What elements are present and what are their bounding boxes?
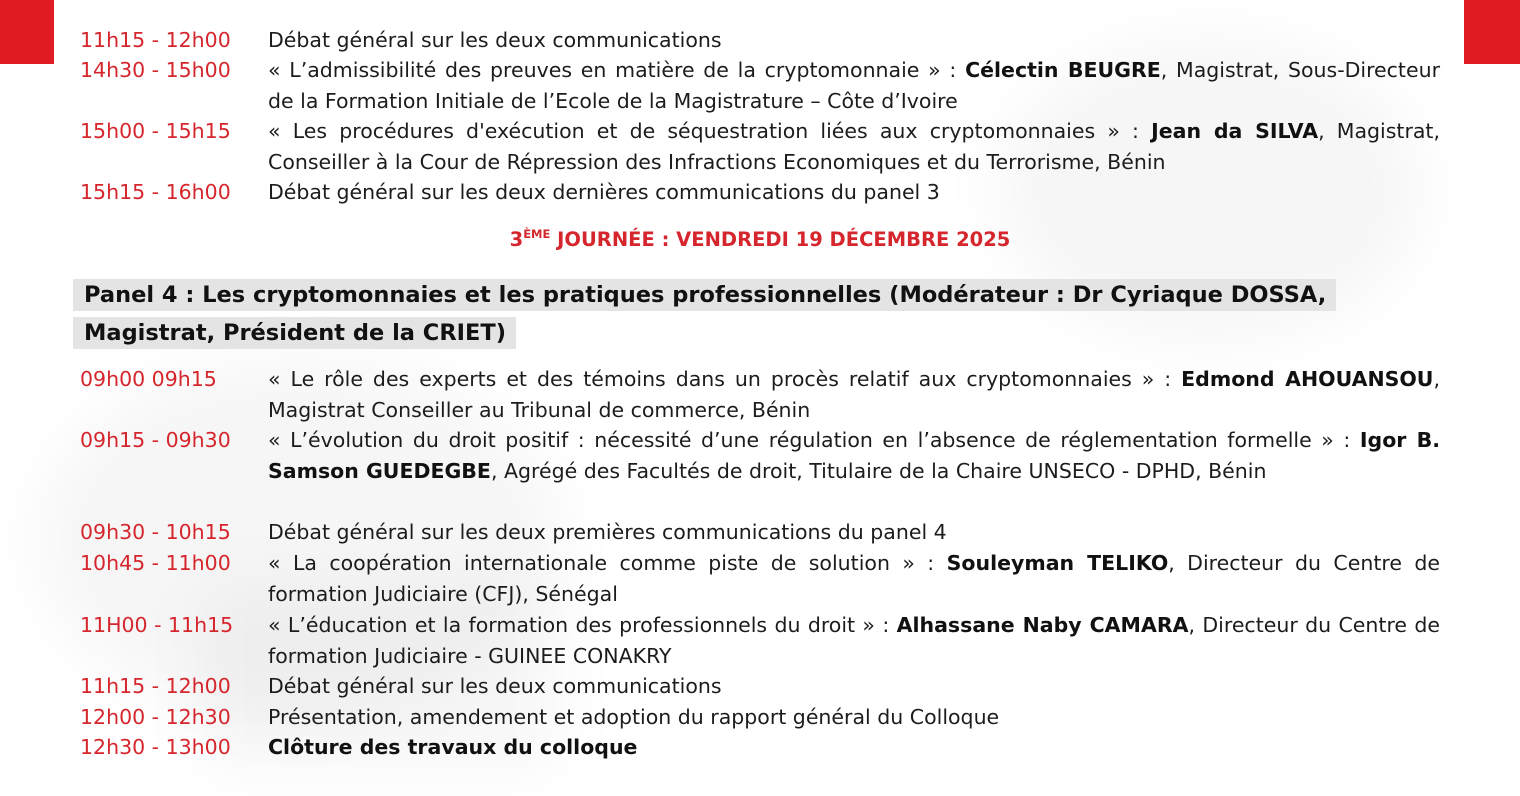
session-description: « Les procédures d'exécution et de séquestration liées aux cryptomonnaies » : Jean da SILVA, Magistrat, Conseiller à la Cour de Répression des Infractions Economiques et du Terrorisme, Bénin: [268, 119, 1440, 174]
time-slot: 09h00 09h15: [80, 367, 217, 391]
session-description: Débat général sur les deux premières communications du panel 4: [268, 520, 947, 544]
session-description: Débat général sur les deux dernières communications du panel 3: [268, 180, 940, 204]
session-description: « L’éducation et la formation des professionnels du droit » : Alhassane Naby CAMARA, Directeur du Centre de formation Judiciaire - GUINEE CONAKRY: [268, 613, 1441, 668]
session-description: « L’admissibilité des preuves en matière de la cryptomonnaie » : Célectin BEUGRE, Magistrat, Sous-Directeur de la Formation Initiale de l’Ecole de la Magistrature – Côte d’Ivoire: [268, 58, 1440, 113]
time-slot: 14h30 - 15h00: [80, 58, 231, 82]
panel-title: Panel 4 : Les cryptomonnaies et les pratiques professionnelles (Modérateur : Dr Cyriaque DOSSA, Magistrat, Président de la CRIET): [73, 276, 1403, 352]
time-slot: 15h00 - 15h15: [80, 119, 231, 143]
time-slot: 10h45 - 11h00: [80, 551, 231, 575]
time-slot: 11H00 - 11h15: [80, 613, 234, 637]
session-description: Débat général sur les deux communications: [268, 28, 722, 52]
red-corner-right: [1464, 0, 1520, 64]
speaker-name: Alhassane Naby CAMARA: [896, 613, 1189, 637]
speaker-name: Edmond AHOUANSOU: [1181, 367, 1434, 391]
session-description: [268, 732, 1440, 763]
time-slot: 15h15 - 16h00: [80, 180, 231, 204]
session-description: « La coopération internationale comme piste de solution » : Souleyman TELIKO, Directeur du Centre de formation Judiciaire (CFJ), Sénégal: [268, 551, 1440, 606]
closing-session: Clôture des travaux du colloque: [268, 735, 638, 759]
red-corner-left: [0, 0, 54, 64]
day-heading: 3ÈME JOURNÉE : VENDREDI 19 DÉCEMBRE 2025: [509, 226, 1011, 251]
time-slot: 09h30 - 10h15: [80, 520, 231, 544]
speaker-name: Souleyman TELIKO: [946, 551, 1169, 575]
session-description: « L’évolution du droit positif : nécessité d’une régulation en l’absence de réglementation formelle » : Igor B. Samson GUEDEGBE, Agrégé des Facultés de droit, Titulaire de la Chaire UNSECO - DPHD, Bénin: [268, 428, 1440, 483]
time-slot: 09h15 - 09h30: [80, 428, 231, 452]
time-slot: 12h30 - 13h00: [80, 735, 231, 759]
speaker-name: Jean da SILVA: [1151, 119, 1319, 143]
session-description: Présentation, amendement et adoption du rapport général du Colloque: [268, 705, 1000, 729]
session-description: Débat général sur les deux communications: [268, 674, 722, 698]
speaker-name: Célectin BEUGRE: [965, 58, 1161, 82]
time-slot: 11h15 - 12h00: [80, 674, 231, 698]
time-slot: 12h00 - 12h30: [80, 705, 231, 729]
time-slot: 11h15 - 12h00: [80, 28, 231, 52]
session-description: « Le rôle des experts et des témoins dans un procès relatif aux cryptomonnaies » : Edmond AHOUANSOU, Magistrat Conseiller au Tribunal de commerce, Bénin: [268, 367, 1440, 422]
speaker-name: Igor B. Samson GUEDEGBE: [268, 428, 1440, 483]
